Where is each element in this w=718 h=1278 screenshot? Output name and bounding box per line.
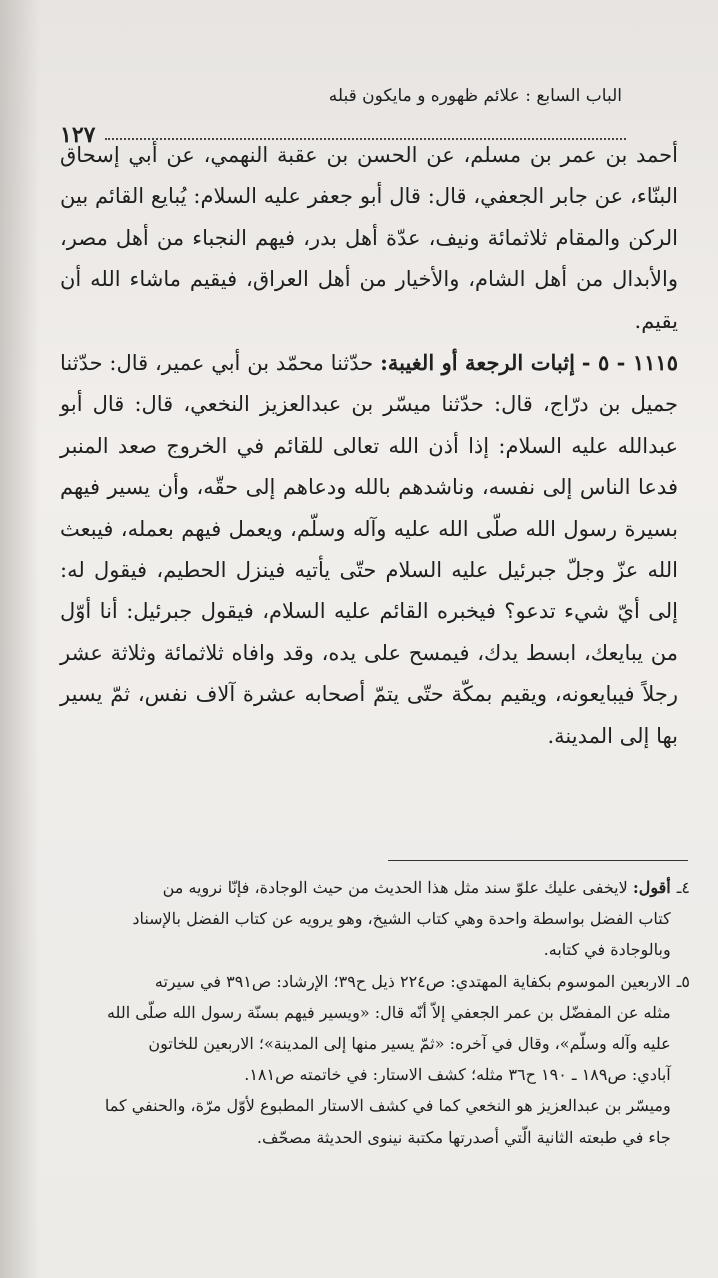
footnote-5-marker: ٥ـ	[676, 971, 690, 991]
hadith-number: ١١١٥ - ٥ -	[581, 350, 678, 376]
footnote-line: وبالوجادة في كتابه.	[543, 940, 671, 960]
footnote-4-lead: أقول:	[632, 878, 671, 897]
footnote-4-marker: ٤ـ	[676, 878, 690, 897]
footnote-line: مثله عن المفضّل بن عمر الجعفي إلاّ أنّه قال: «ويسير فيهم بسنّة رسول الله صلّى الله	[106, 1002, 671, 1022]
main-text	[60, 135, 678, 757]
footnote-4	[54, 872, 690, 966]
footnote-line: وميسّر بن عبدالعزيز هو النخعي كما في كشف الاستار المطبوع لأوّل مرّة، والحنفي كما	[104, 1096, 671, 1116]
footnotes	[54, 872, 690, 1153]
footnote-line: آبادي: ص١٨٩ ـ ١٩٠ ح٣٦ مثله؛ كشف الاستار: في خاتمته ص١٨١.	[244, 1065, 671, 1085]
paragraph-hadith-1114: أحمد بن عمر بن مسلم، عن الحسن بن عقبة النهمي، عن أبي إسحاق البنّاء، عن جابر الجعفي، قال: قال أبو جعفر عليه السلام: يُبايع القائم بين الركن والمقام ثلاثمائة ونيف، عدّة أهل بدر، فيهم النجباء من أهل مصر، والأبدال من أهل الشام، والأخيار من أهل العراق، فيقيم ماشاء الله أن يقيم.	[60, 143, 678, 333]
footnote-line: الاربعين الموسوم بكفاية المهتدي: ص٢٢٤ ذيل ح٣٩؛ الإرشاد: ص٣٩١ في سيرته	[154, 971, 671, 991]
footnote-line: أقول: لايخفى عليك علوّ سند مثل هذا الحديث من حيث الوجادة، فإنّا نرويه من	[162, 878, 671, 897]
hadith-source: إثبات الرجعة أو الغيبة:	[380, 350, 575, 376]
footnote-divider	[388, 860, 688, 861]
paragraph-hadith-1115	[60, 342, 678, 757]
footnote-line: كتاب الفضل بواسطة واحدة وهي كتاب الشيخ، وهو يرويه عن كتاب الفضل بالإسناد	[132, 909, 671, 929]
hadith-text: حدّثنا محمّد بن أبي عمير، قال: حدّثنا جميل بن درّاج، قال: حدّثنا ميسّر بن عبدالعزيز النخعي، قال: قال أبو عبدالله عليه السلام: إذا أذن الله تعالى للقائم في الخروج صعد المنبر فدعا الناس إلى نفسه، وناشدهم بالله ودعاهم إلى حقّه، وأن يسير فيهم بسيرة رسول الله صلّى الله عليه وآله وسلّم، ويعمل فيهم بعمله، فيبعث الله عزّ وجلّ جبرئيل عليه السلام حتّى يأتيه فينزل الحطيم، فيقول له: إلى أيّ شيء تدعو؟ فيخبره القائم عليه السلام، فيقول جبرئيل: أنا أوّل من يبايعك، ابسط يدك، فيمسح على يده، وقد وافاه ثلاثمائة وثلاثة عشر رجلاً فيبايعونه، ويقيم بمكّة حتّى يتمّ أصحابه عشرة آلاف نفس، ثمّ يسير بها إلى المدينة.	[60, 351, 678, 748]
running-title: الباب السابع : علائم ظهوره و مايكون قبله	[328, 86, 622, 106]
footnote-line: جاء في طبعته الثانية الّتي أصدرتها مكتبة نينوى الحديثة مصحّف.	[256, 1127, 671, 1147]
footnote-line: عليه وآله وسلّم»، وقال في آخره: «ثمّ يسير منها إلى المدينة»؛ الاربعين للخاتون	[148, 1034, 671, 1054]
page-number: ١٢٧	[60, 122, 96, 148]
footnote-5	[54, 966, 690, 1153]
